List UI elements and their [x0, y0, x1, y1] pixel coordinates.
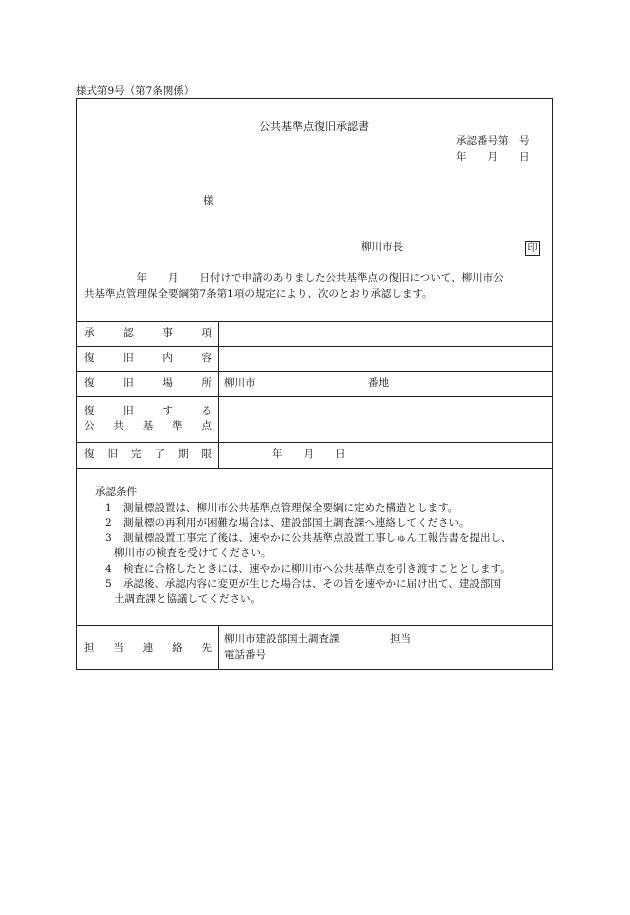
- table-divider: [218, 321, 219, 468]
- conditions-heading: 承認条件: [95, 486, 137, 498]
- completion-date-value: 年 月 日: [272, 448, 346, 460]
- contact-phone: 電話番号: [224, 649, 266, 661]
- intro-paragraph: [84, 270, 554, 302]
- condition-item: 4 検査に合格したときには、速やかに柳川市へ公共基準点を引き渡すこととします。: [105, 563, 511, 575]
- condition-item-continuation: 柳川市の検査を受けてください。: [114, 547, 272, 559]
- row-label-approval-item: 承 認 事 項: [84, 327, 212, 339]
- contact-department: 柳川市建設部国土調査課: [224, 633, 340, 645]
- table-rule: [77, 625, 552, 626]
- table-rule: [77, 321, 552, 322]
- row-label-restore-content: 復 旧 内 容: [84, 352, 212, 364]
- document-title: 公共基準点復旧承認書: [259, 120, 369, 133]
- issue-date: 年 月 日: [456, 151, 530, 163]
- table-rule: [77, 442, 552, 443]
- condition-item: 3 測量標設置工事完了後は、速やかに公共基準点設置工事しゅん工報告書を提出し、: [105, 532, 512, 544]
- row-label-contact: 担 当 連 絡 先: [84, 642, 212, 654]
- condition-item-continuation: 土調査課と協議してください。: [114, 593, 261, 605]
- condition-item: 2 測量標の再利用が困難な場合は、建設部国土調査課へ連絡してください。: [105, 517, 470, 529]
- condition-item: 1 測量標設置は、柳川市公共基準点管理保全要綱に定めた構造とします。: [105, 502, 459, 514]
- seal-mark: 印: [525, 241, 540, 256]
- row-label-completion-date: 復 旧 完 了 期 限: [84, 448, 212, 460]
- table-rule: [77, 371, 552, 372]
- table-rule: [77, 468, 552, 469]
- row-label-restore-place: 復 旧 場 所: [84, 377, 212, 389]
- approval-number: 承認番号第 号: [456, 135, 530, 147]
- intro-line-1: 年 月 日付けで申請のありました公共基準点の復旧について、柳川市公: [84, 272, 504, 284]
- condition-item: 5 承認後、承認内容に変更が生じた場合は、その旨を速やかに届け出て、建設部国: [105, 578, 501, 590]
- restore-place-city: 柳川市: [224, 377, 256, 389]
- restore-place-suffix: 番地: [368, 377, 389, 389]
- intro-line-2: 共基準点管理保全要綱第7条第1項の規定により、次のとおり承認します。: [84, 288, 433, 300]
- issuer-name: 柳川市長: [361, 241, 403, 253]
- contact-person: 担当: [390, 633, 411, 645]
- row-label-restore-target-2: 公 共 基 準 点: [84, 420, 212, 432]
- table-divider: [218, 625, 219, 670]
- table-rule: [77, 346, 552, 347]
- row-label-restore-target-1: 復 旧 す る: [84, 405, 212, 417]
- addressee-suffix: 様: [203, 195, 214, 207]
- form-label: 様式第9号（第7条関係）: [76, 85, 195, 97]
- table-rule: [77, 396, 552, 397]
